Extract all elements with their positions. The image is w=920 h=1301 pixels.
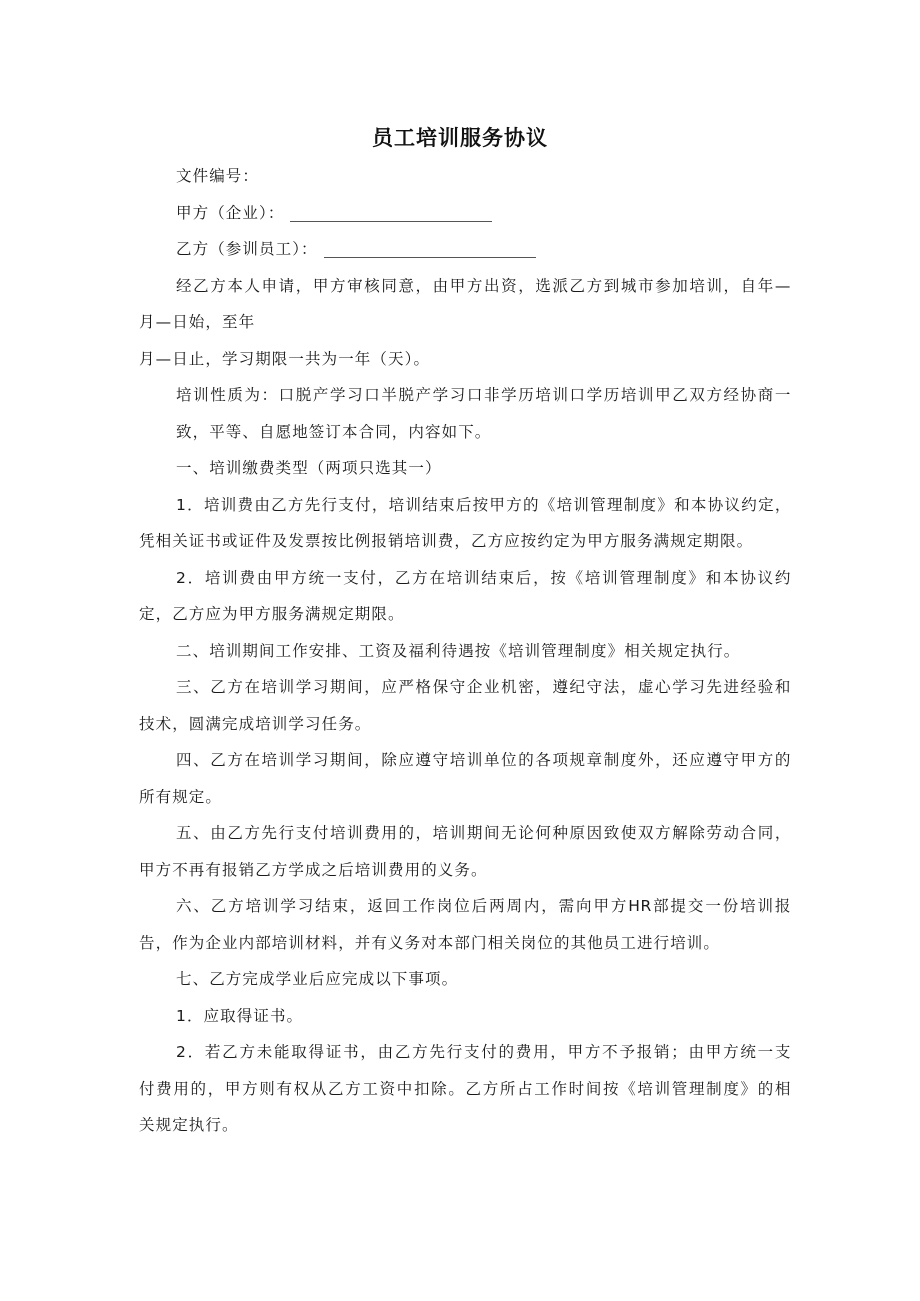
paragraph-line: 月—日始，至年 [139,313,256,331]
party-b-blank [324,239,536,258]
paragraph-line: 甲方不再有报销乙方学成之后培训费用的义务。 [139,860,488,879]
section-heading: 七、乙方完成学业后应完成以下事项。 [176,970,459,988]
paragraph-line: 关规定执行。 [139,1116,239,1134]
party-a-label: 甲方（企业）： [176,203,285,222]
file-number-label: 文件编号： [176,167,260,185]
paragraph-line: 五、由乙方先行支付培训费用的，培训期间无论何种原因致使双方解除劳动合同， [176,824,791,842]
paragraph-line: 凭相关证书或证件及发票按比例报销培训费，乙方应按约定为甲方服务满规定期限。 [139,532,754,550]
paragraph-line: 2．若乙方未能取得证书，由乙方先行支付的费用，甲方不予报销；由甲方统一支 [176,1043,791,1061]
paragraph-line: 所有规定。 [139,787,223,806]
paragraph-line: 经乙方本人申请，甲方审核同意，由甲方出资，选派乙方到城市参加培训，自年— [176,276,791,295]
paragraph-line: 1．培训费由乙方先行支付，培训结束后按甲方的《培训管理制度》和本协议约定， [176,495,791,514]
party-b-row [139,231,791,268]
paragraph-line: 六、乙方培训学习结束，返回工作岗位后两周内，需向甲方HR部提交一份培训报 [176,897,791,915]
document-title: 员工培训服务协议 [372,126,548,150]
paragraph-line: 三、乙方在培训学习期间，应严格保守企业机密，遵纪守法，虚心学习先进经验和 [176,678,791,696]
paragraph-line: 定，乙方应为甲方服务满规定期限。 [139,605,405,623]
party-a-blank [290,203,492,222]
document-body [139,158,791,1144]
paragraph-line: 月—日止，学习期限一共为一年（天）。 [139,349,431,368]
paragraph-line: 致，平等、自愿地签订本合同，内容如下。 [176,422,492,441]
paragraph-line: 2．培训费由甲方统一支付，乙方在培训结束后，按《培训管理制度》和本协议约 [176,568,791,587]
paragraph-line: 培训性质为：口脱产学习口半脱产学习口非学历培训口学历培训甲乙双方经协商一 [176,386,791,404]
party-b-label: 乙方（参训员工）： [176,240,318,258]
paragraph-line: 四、乙方在培训学习期间，除应遵守培训单位的各项规章制度外，还应遵守甲方的 [176,751,791,769]
section-heading: 二、培训期间工作安排、工资及福利待遇按《培训管理制度》相关规定执行。 [176,641,741,660]
paragraph-line: 技术，圆满完成培训学习任务。 [139,714,372,733]
section-heading: 一、培训缴费类型（两项只选其一） [176,459,442,477]
party-a-row [139,195,791,232]
paragraph-line: 1．应取得证书。 [176,1006,304,1025]
paragraph-line: 告，作为企业内部培训材料，并有义务对本部门相关岗位的其他员工进行培训。 [139,933,721,952]
paragraph-line: 付费用的，甲方则有权从乙方工资中扣除。乙方所占工作时间按《培训管理制度》的相 [139,1079,791,1098]
